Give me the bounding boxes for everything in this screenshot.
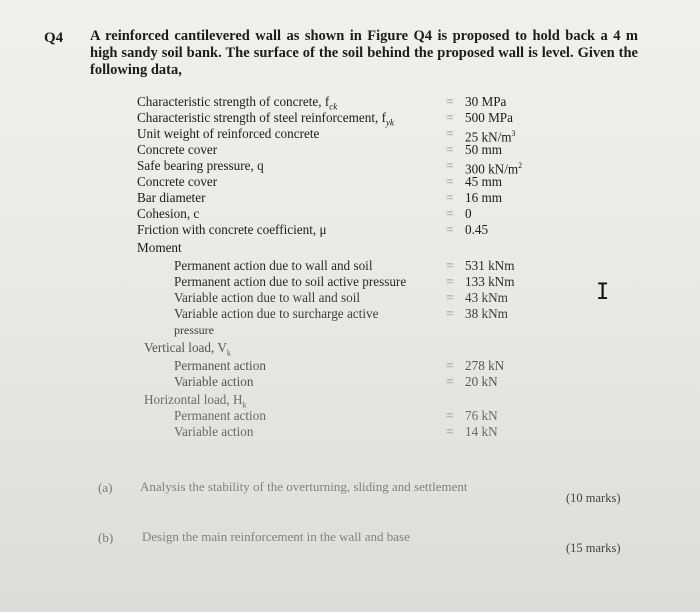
row-value: 50 mm bbox=[465, 142, 502, 157]
part-a-id: (a) bbox=[98, 480, 113, 495]
row-value: 14 kN bbox=[465, 424, 498, 439]
row-value: 25 kN/m bbox=[465, 129, 512, 145]
row-label: Characteristic strength of concrete, f bbox=[137, 94, 330, 109]
row-value: 133 kNm bbox=[465, 274, 515, 289]
row-value: 43 kNm bbox=[465, 290, 508, 305]
data-row-bearing-pressure bbox=[0, 158, 700, 177]
data-row-unit-weight bbox=[0, 126, 700, 145]
part-b-marks: (15 marks) bbox=[566, 541, 621, 555]
row-label: Permanent action bbox=[174, 408, 266, 423]
moment-continuation-row bbox=[0, 322, 700, 338]
part-a-marks: (10 marks) bbox=[566, 491, 621, 505]
row-label: Cohesion, c bbox=[137, 206, 200, 221]
question-number: Q4 bbox=[44, 30, 64, 46]
row-label: Concrete cover bbox=[137, 174, 218, 189]
equals-sign: = bbox=[446, 206, 454, 221]
row-label: Variable action due to surcharge active bbox=[174, 306, 379, 321]
equals-sign: = bbox=[446, 174, 454, 189]
equals-sign: = bbox=[446, 374, 454, 389]
row-value: 38 kNm bbox=[465, 306, 508, 321]
row-label: Bar diameter bbox=[137, 190, 206, 205]
row-label: Concrete cover bbox=[137, 142, 218, 157]
data-row-steel-strength bbox=[0, 110, 700, 126]
section-heading: Horizontal load, H bbox=[144, 392, 243, 407]
row-value: 0.45 bbox=[465, 222, 489, 237]
row-value-superscript: 3 bbox=[511, 129, 516, 138]
vertical-row bbox=[0, 358, 700, 374]
row-value: 500 MPa bbox=[465, 110, 513, 125]
row-value: 76 kN bbox=[465, 408, 498, 423]
data-row-bar-diameter bbox=[0, 190, 700, 206]
row-label-continuation: pressure bbox=[174, 323, 214, 337]
row-label: Characteristic strength of steel reinforcement, f bbox=[137, 110, 386, 125]
row-value: 16 mm bbox=[465, 190, 502, 205]
row-value-superscript: 2 bbox=[518, 161, 523, 170]
row-label: Variable action bbox=[174, 424, 254, 439]
row-value: 30 MPa bbox=[465, 94, 507, 109]
data-row-cohesion bbox=[0, 206, 700, 222]
equals-sign: = bbox=[446, 94, 454, 109]
data-row-concrete-cover bbox=[0, 142, 700, 158]
row-label: Permanent action due to wall and soil bbox=[174, 258, 373, 273]
equals-sign: = bbox=[446, 258, 454, 273]
row-value: 0 bbox=[465, 206, 472, 221]
row-label: Permanent action bbox=[174, 358, 266, 373]
moment-row bbox=[0, 274, 700, 290]
equals-sign: = bbox=[446, 424, 454, 439]
data-row-concrete-strength bbox=[0, 94, 700, 110]
row-label: Safe bearing pressure, q bbox=[137, 158, 264, 173]
row-value: 45 mm bbox=[465, 174, 502, 189]
horizontal-heading-row bbox=[0, 392, 700, 408]
vertical-heading-row bbox=[0, 340, 700, 356]
data-row-concrete-cover-2 bbox=[0, 174, 700, 190]
horizontal-row bbox=[0, 408, 700, 424]
row-value: 278 kN bbox=[465, 358, 505, 373]
equals-sign: = bbox=[446, 274, 454, 289]
equals-sign: = bbox=[446, 158, 454, 173]
vertical-row bbox=[0, 374, 700, 390]
moment-row bbox=[0, 258, 700, 274]
row-label: Variable action bbox=[174, 374, 254, 389]
horizontal-row bbox=[0, 424, 700, 440]
section-heading: Vertical load, V bbox=[144, 340, 227, 355]
equals-sign: = bbox=[446, 358, 454, 373]
equals-sign: = bbox=[446, 126, 454, 141]
moment-row bbox=[0, 306, 700, 322]
equals-sign: = bbox=[446, 190, 454, 205]
row-label: Permanent action due to soil active pressure bbox=[174, 274, 407, 289]
row-label: Unit weight of reinforced concrete bbox=[137, 126, 320, 141]
row-label: Friction with concrete coefficient, μ bbox=[137, 222, 327, 237]
row-value: 20 kN bbox=[465, 374, 498, 389]
section-heading: Moment bbox=[137, 240, 182, 255]
text-cursor-icon: I bbox=[596, 280, 610, 305]
equals-sign: = bbox=[446, 290, 454, 305]
equals-sign: = bbox=[446, 408, 454, 423]
moment-row bbox=[0, 290, 700, 306]
data-row-friction bbox=[0, 222, 700, 238]
row-label: Variable action due to wall and soil bbox=[174, 290, 361, 305]
moment-heading-row bbox=[0, 240, 700, 256]
part-b-text: Design the main reinforcement in the wall and base bbox=[142, 529, 410, 544]
part-b-id: (b) bbox=[98, 530, 114, 545]
row-value: 531 kNm bbox=[465, 258, 515, 273]
row-value: 300 kN/m bbox=[465, 161, 519, 177]
section-heading-subscript: k bbox=[226, 348, 231, 358]
equals-sign: = bbox=[446, 222, 454, 237]
question-intro: A reinforced cantilevered wall as shown in Figure Q4 is proposed to hold back a 4 m high sandy soil bank. The surface of the soil behind the proposed wall is level. Given the following data, bbox=[90, 28, 638, 78]
row-label-subscript: ck bbox=[329, 101, 338, 112]
equals-sign: = bbox=[446, 110, 454, 125]
row-label-subscript: yk bbox=[386, 117, 394, 128]
equals-sign: = bbox=[446, 142, 454, 157]
part-a-text: Analysis the stability of the overturning, sliding and settlement bbox=[140, 479, 468, 494]
section-heading-subscript: k bbox=[242, 400, 247, 410]
equals-sign: = bbox=[446, 306, 454, 321]
